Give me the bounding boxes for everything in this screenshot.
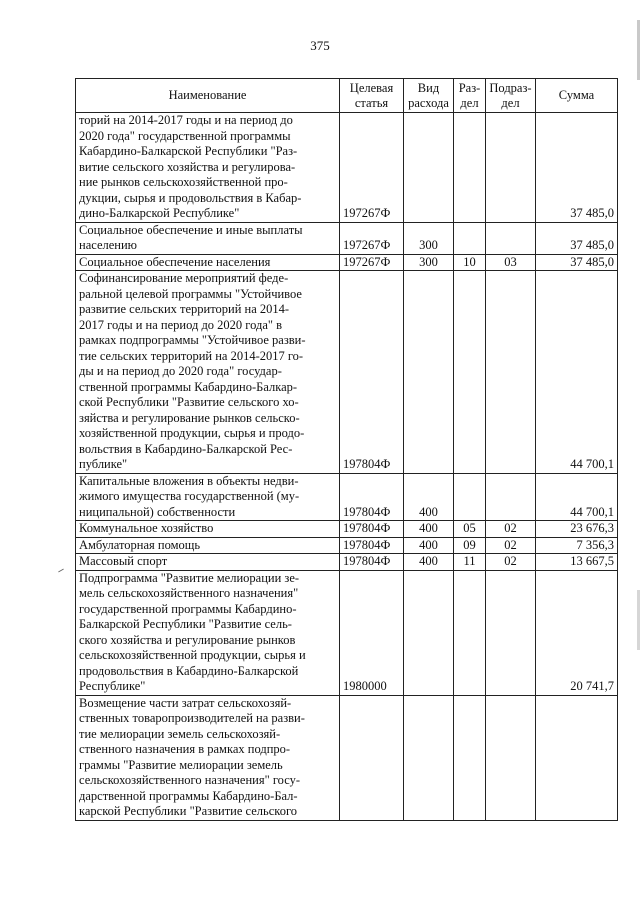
cell-subsection: 02 (486, 554, 536, 571)
table-row (76, 473, 618, 521)
cell-target-article: 197267Ф (340, 113, 404, 223)
cell-expense-type (404, 695, 454, 820)
header-name: Наименование (76, 79, 340, 113)
table-row (76, 271, 618, 474)
header-section: Раз- дел (454, 79, 486, 113)
cell-sum: 37 485,0 (536, 222, 618, 254)
cell-target-article: 1980000 (340, 570, 404, 695)
cell-name: Софинансирование мероприятий феде- ральной целевой программы "Устойчивое развитие сельских территорий на 2014- 2017 годы и на период до 2020 года" в рамках подпрограммы "Устойчивое разви- тие сельских территорий на 2014-2017 го- ды и на период до 2020 года" государ- ственной программы Кабардино-Балкар- ской Республики "Развитие сельского хо- зяйства и регулирование рынков сельско- хозяйственной продукции, сырья и продо- вольствия в Кабардино-Балкарской Рес- публике" (76, 271, 340, 474)
scan-margin-mark (58, 569, 64, 573)
cell-section: 09 (454, 537, 486, 554)
table-row (76, 554, 618, 571)
cell-section: 11 (454, 554, 486, 571)
cell-name: Социальное обеспечение и иные выплаты населению (76, 222, 340, 254)
cell-sum: 20 741,7 (536, 570, 618, 695)
cell-expense-type (404, 271, 454, 474)
cell-expense-type: 300 (404, 254, 454, 271)
table-row (76, 222, 618, 254)
cell-target-article: 197804Ф (340, 271, 404, 474)
cell-section (454, 113, 486, 223)
cell-name: Капитальные вложения в объекты недви- жимого имущества государственной (му- ниципальной) собственности (76, 473, 340, 521)
header-subsection: Подраз- дел (486, 79, 536, 113)
cell-name: Амбулаторная помощь (76, 537, 340, 554)
table-row (76, 570, 618, 695)
cell-expense-type: 400 (404, 537, 454, 554)
cell-target-article: 197804Ф (340, 537, 404, 554)
cell-target-article: 197267Ф (340, 222, 404, 254)
cell-subsection (486, 113, 536, 223)
cell-subsection: 03 (486, 254, 536, 271)
cell-subsection (486, 222, 536, 254)
table-row (76, 695, 618, 820)
cell-sum: 13 667,5 (536, 554, 618, 571)
cell-name: Возмещение части затрат сельскохозяй- ственных товаропроизводителей на разви- тие мелиорации земель сельскохозяй- ственного назначения в рамках подпро- граммы "Развитие мелиорации земель сельскохозяйственного назначения" госу- дарственной программы Кабардино-Бал- карской Республики "Развитие сельского (76, 695, 340, 820)
cell-target-article: 197804Ф (340, 554, 404, 571)
header-target-article: Целевая статья (340, 79, 404, 113)
cell-name: Социальное обеспечение населения (76, 254, 340, 271)
cell-target-article: 197804Ф (340, 521, 404, 538)
cell-section (454, 271, 486, 474)
cell-section (454, 473, 486, 521)
cell-section (454, 570, 486, 695)
cell-expense-type (404, 113, 454, 223)
cell-name: Коммунальное хозяйство (76, 521, 340, 538)
cell-target-article (340, 695, 404, 820)
cell-section: 05 (454, 521, 486, 538)
header-sum: Сумма (536, 79, 618, 113)
table-row (76, 113, 618, 223)
cell-name: Массовый спорт (76, 554, 340, 571)
cell-subsection (486, 271, 536, 474)
cell-sum (536, 695, 618, 820)
cell-target-article: 197804Ф (340, 473, 404, 521)
cell-sum: 23 676,3 (536, 521, 618, 538)
cell-subsection (486, 570, 536, 695)
table-header-row (76, 79, 618, 113)
cell-section (454, 695, 486, 820)
table-body (76, 113, 618, 821)
cell-sum: 44 700,1 (536, 271, 618, 474)
cell-subsection (486, 695, 536, 820)
cell-target-article: 197267Ф (340, 254, 404, 271)
table-row (76, 537, 618, 554)
page-number: 375 (310, 38, 330, 53)
cell-sum: 7 356,3 (536, 537, 618, 554)
cell-expense-type: 400 (404, 521, 454, 538)
cell-expense-type: 400 (404, 554, 454, 571)
cell-sum: 37 485,0 (536, 113, 618, 223)
cell-sum: 37 485,0 (536, 254, 618, 271)
cell-subsection (486, 473, 536, 521)
cell-subsection: 02 (486, 537, 536, 554)
cell-section (454, 222, 486, 254)
cell-name: торий на 2014-2017 годы и на период до 2020 года" государственной программы Кабардино-Балкарской Республики "Раз- витие сельского хозяйства и регулирова- ние рынков сельскохозяйственной про- дукции, сырья и продовольствия в Кабар- дино-Балкарской Республике" (76, 113, 340, 223)
header-expense-type: Вид расхода (404, 79, 454, 113)
budget-table (75, 78, 618, 821)
cell-section: 10 (454, 254, 486, 271)
cell-expense-type (404, 570, 454, 695)
table-row (76, 254, 618, 271)
cell-expense-type: 300 (404, 222, 454, 254)
cell-expense-type: 400 (404, 473, 454, 521)
table-row (76, 521, 618, 538)
cell-subsection: 02 (486, 521, 536, 538)
cell-sum: 44 700,1 (536, 473, 618, 521)
cell-name: Подпрограмма "Развитие мелиорации зе- мель сельскохозяйственного назначения" государственной программы Кабардино- Балкарской Республики "Развитие сель- ского хозяйства и регулирование рынков сельскохозяйственной продукции, сырья и продовольствия в Кабардино-Балкарской Республике" (76, 570, 340, 695)
